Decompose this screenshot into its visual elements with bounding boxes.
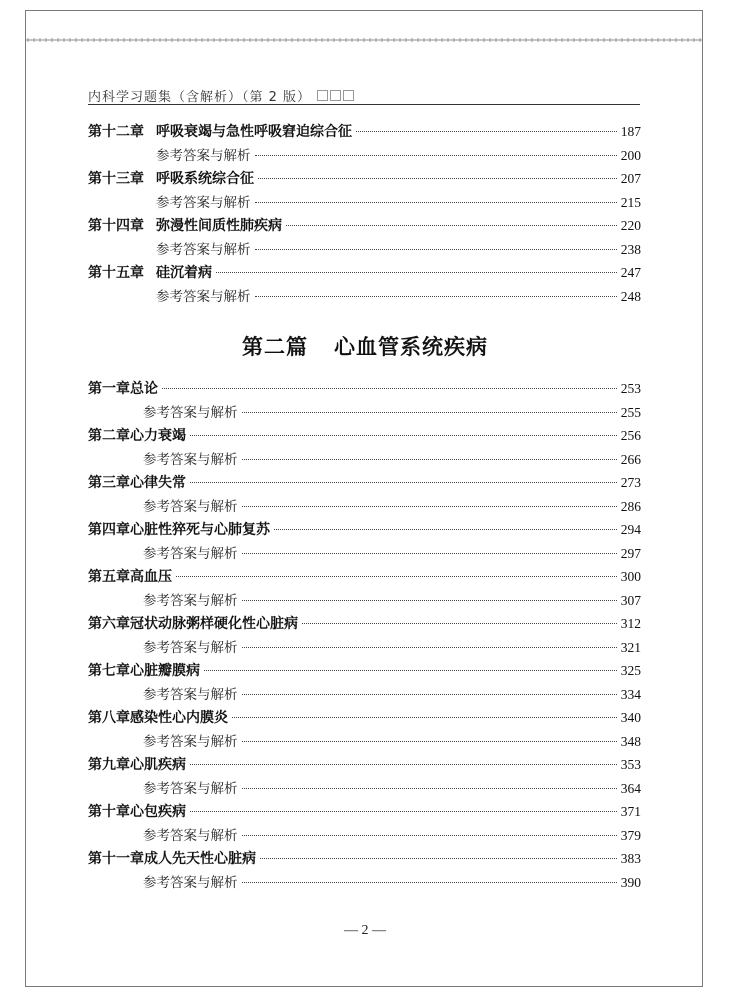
- chapter-number: 第六章: [88, 616, 130, 632]
- page-ref: 300: [620, 569, 641, 584]
- answers-label: 参考答案与解析: [143, 780, 238, 797]
- answers-label: 参考答案与解析: [156, 288, 251, 305]
- page-ref: 334: [620, 686, 641, 702]
- chapter-number: 第十一章: [88, 851, 144, 867]
- toc-subentry[interactable]: [143, 873, 641, 893]
- page-ref: 297: [620, 545, 641, 561]
- toc-subentry[interactable]: [143, 779, 641, 799]
- page-ref: 348: [620, 733, 641, 749]
- part-label: 第二篇: [242, 334, 308, 359]
- answers-label: 参考答案与解析: [143, 639, 238, 656]
- chapter-title: 呼吸衰竭与急性呼吸窘迫综合征: [156, 124, 352, 140]
- toc-entry[interactable]: [88, 169, 641, 189]
- page-ref: 256: [620, 428, 641, 443]
- chapter-number: 第三章: [88, 475, 130, 491]
- answers-label: 参考答案与解析: [143, 404, 238, 421]
- dot-leader: [258, 178, 617, 179]
- answers-label: 参考答案与解析: [143, 545, 238, 562]
- page-ref: 255: [620, 404, 641, 420]
- running-head-box-ornament: [317, 90, 354, 101]
- toc-entry[interactable]: [88, 122, 641, 142]
- page-ref: 187: [620, 124, 641, 139]
- dot-leader: [232, 717, 617, 718]
- chapter-number: 第一章: [88, 381, 130, 397]
- page-ref: 220: [620, 218, 641, 233]
- dot-leader: [190, 482, 617, 483]
- answers-label: 参考答案与解析: [156, 241, 251, 258]
- chapter-title: 心律失常: [130, 475, 186, 491]
- page-ref: 307: [620, 592, 641, 608]
- dot-leader: [242, 835, 617, 836]
- running-head-title: 内科学习题集（含解析）（第 2 版）: [88, 90, 312, 105]
- answers-label: 参考答案与解析: [143, 592, 238, 609]
- page-ref: 371: [620, 804, 641, 819]
- dot-leader: [242, 788, 617, 789]
- dot-leader: [255, 296, 617, 297]
- toc-subentry[interactable]: [143, 403, 641, 423]
- dot-leader: [162, 388, 617, 389]
- page-ref: 353: [620, 757, 641, 772]
- page-ref: 286: [620, 498, 641, 514]
- page-ref: 200: [620, 147, 641, 163]
- toc-entry[interactable]: [88, 567, 641, 587]
- chapter-number: 第五章: [88, 569, 130, 585]
- part-heading: [0, 331, 730, 361]
- toc-entry[interactable]: [88, 708, 641, 728]
- toc-entry[interactable]: [88, 849, 641, 869]
- dot-leader: [255, 249, 617, 250]
- part-title-text: 心血管系统疾病: [334, 334, 488, 359]
- toc-entry[interactable]: [88, 614, 641, 634]
- answers-label: 参考答案与解析: [143, 733, 238, 750]
- toc-entry[interactable]: [88, 661, 641, 681]
- chapter-number: 第十五章: [88, 265, 144, 281]
- toc-entry[interactable]: [88, 426, 641, 446]
- page-ref: 364: [620, 780, 641, 796]
- page-ref: 379: [620, 827, 641, 843]
- running-head-rule: [88, 104, 640, 105]
- chapter-title: 心脏性猝死与心肺复苏: [130, 522, 270, 538]
- chapter-title: 硅沉着病: [156, 265, 212, 281]
- toc-entry[interactable]: [88, 802, 641, 822]
- page-ref: 207: [620, 171, 641, 186]
- toc-subentry[interactable]: [143, 450, 641, 470]
- chapter-number: 第二章: [88, 428, 130, 444]
- chapter-title: 高血压: [130, 569, 172, 585]
- chapter-title: 呼吸系统综合征: [156, 171, 254, 187]
- chapter-title: 冠状动脉粥样硬化性心脏病: [130, 616, 298, 632]
- answers-label: 参考答案与解析: [143, 827, 238, 844]
- page-ref: 266: [620, 451, 641, 467]
- page-ref: 273: [620, 475, 641, 490]
- chapter-number: 第八章: [88, 710, 130, 726]
- decorative-top-rule: [25, 37, 703, 43]
- dot-leader: [260, 858, 617, 859]
- dot-leader: [255, 155, 617, 156]
- dot-leader: [302, 623, 617, 624]
- toc-subentry[interactable]: [156, 287, 641, 307]
- toc-entry[interactable]: [88, 520, 641, 540]
- page-ref: 383: [620, 851, 641, 866]
- answers-label: 参考答案与解析: [156, 147, 251, 164]
- toc-subentry[interactable]: [156, 240, 641, 260]
- toc-subentry[interactable]: [143, 544, 641, 564]
- dot-leader: [274, 529, 617, 530]
- page-number: — 2 —: [344, 923, 386, 938]
- toc-entry[interactable]: [88, 473, 641, 493]
- chapter-number: 第十章: [88, 804, 130, 820]
- dot-leader: [242, 459, 617, 460]
- dot-leader: [242, 506, 617, 507]
- chapter-title: 心肌疾病: [130, 757, 186, 773]
- toc-subentry[interactable]: [143, 591, 641, 611]
- page-ref: 294: [620, 522, 641, 537]
- toc-entry[interactable]: [88, 216, 641, 236]
- page-ref: 340: [620, 710, 641, 725]
- page-ref: 390: [620, 874, 641, 890]
- dot-leader: [242, 553, 617, 554]
- toc-subentry[interactable]: [143, 826, 641, 846]
- dot-leader: [242, 882, 617, 883]
- page-ref: 238: [620, 241, 641, 257]
- toc-subentry[interactable]: [143, 638, 641, 658]
- answers-label: 参考答案与解析: [143, 686, 238, 703]
- chapter-number: 第十二章: [88, 124, 144, 140]
- dot-leader: [255, 202, 617, 203]
- page-ref: 312: [620, 616, 641, 631]
- toc-entry[interactable]: [88, 263, 641, 283]
- dot-leader: [286, 225, 617, 226]
- dot-leader: [356, 131, 617, 132]
- dot-leader: [204, 670, 617, 671]
- chapter-title: 弥漫性间质性肺疾病: [156, 218, 282, 234]
- dot-leader: [190, 435, 617, 436]
- chapter-number: 第九章: [88, 757, 130, 773]
- dot-leader: [242, 600, 617, 601]
- toc-entry[interactable]: [88, 379, 641, 399]
- chapter-number: 第十三章: [88, 171, 144, 187]
- chapter-number: 第四章: [88, 522, 130, 538]
- toc-entry[interactable]: [88, 755, 641, 775]
- page-ref: 325: [620, 663, 641, 678]
- page-ref: 215: [620, 194, 641, 210]
- dot-leader: [242, 741, 617, 742]
- page-ref: 253: [620, 381, 641, 396]
- answers-label: 参考答案与解析: [143, 874, 238, 891]
- dot-leader: [190, 764, 617, 765]
- answers-label: 参考答案与解析: [143, 498, 238, 515]
- page-ref: 247: [620, 265, 641, 280]
- toc-subentry[interactable]: [156, 146, 641, 166]
- answers-label: 参考答案与解析: [156, 194, 251, 211]
- toc-subentry[interactable]: [143, 732, 641, 752]
- toc-subentry[interactable]: [143, 685, 641, 705]
- dot-leader: [176, 576, 617, 577]
- running-head: [88, 86, 354, 105]
- answers-label: 参考答案与解析: [143, 451, 238, 468]
- dot-leader: [242, 694, 617, 695]
- chapter-title: 心力衰竭: [130, 428, 186, 444]
- chapter-number: 第七章: [88, 663, 130, 679]
- chapter-number: 第十四章: [88, 218, 144, 234]
- chapter-title: 感染性心内膜炎: [130, 710, 228, 726]
- page-ref: 321: [620, 639, 641, 655]
- chapter-title: 成人先天性心脏病: [144, 851, 256, 867]
- toc-subentry[interactable]: [156, 193, 641, 213]
- toc-subentry[interactable]: [143, 497, 641, 517]
- chapter-title: 总论: [130, 381, 158, 397]
- chapter-title: 心脏瓣膜病: [130, 663, 200, 679]
- dot-leader: [190, 811, 617, 812]
- chapter-title: 心包疾病: [130, 804, 186, 820]
- dot-leader: [242, 412, 617, 413]
- dot-leader: [242, 647, 617, 648]
- dot-leader: [216, 272, 617, 273]
- page-ref: 248: [620, 288, 641, 304]
